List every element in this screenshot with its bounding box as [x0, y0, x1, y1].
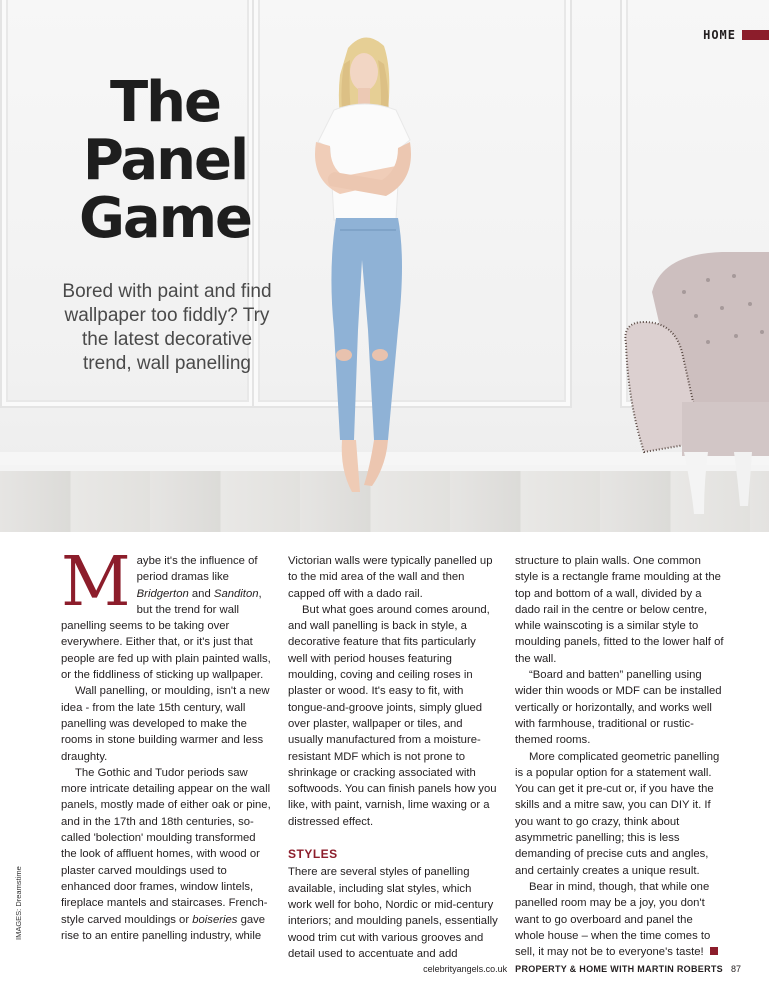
headline-line-1: The — [109, 70, 221, 135]
woman-figure-illustration — [300, 30, 430, 500]
end-of-article-icon — [710, 947, 718, 955]
paragraph: Bear in mind, though, that while one panelled room may be a joy, you don't want to go overboard and panel the whole house – when the time comes to sell, it may not be to everyone's taste! — [515, 879, 725, 960]
section-label: HOME — [703, 28, 736, 42]
tufted-armchair-illustration — [622, 252, 769, 524]
paragraph: The Gothic and Tudor periods saw more intricate detailing appear on the wall panels, mostly made of either oak or pine, and in the 17th and 18th centuries, so-called 'bolection' moulding transformed the look of affluent homes, with wood or plaster carved mouldings used to enhanced door frames, window lintels, fireplace mantels and staircases. French-style carved mouldings or boiseries gave rise to an entire panelling industry, while — [61, 766, 271, 942]
paragraph: “Board and batten” panelling using wider thin woods or MDF can be installed vertically or horizontally, and works well with farmhouse, traditional or rustic-themed rooms. — [515, 669, 722, 747]
section-tag — [703, 28, 769, 42]
section-accent-bar — [742, 30, 769, 40]
headline-line-2: Panel — [82, 128, 248, 193]
page-footer — [423, 964, 741, 974]
body-column-1 — [61, 543, 271, 944]
paragraph: Wall panelling, or moulding, isn't a new idea - from the late 15th century, wall panelling was developed to make the rooms in stone building warmer and less draughty. — [61, 685, 270, 763]
headline-line-3: Game — [78, 186, 252, 251]
paragraph: There are several styles of panelling available, including slat styles, which work well for boho, Nordic or mid-century interiors; and moulding panels, essentially wood trim cut with various grooves and detail used to accentuate and add — [288, 866, 498, 960]
standfirst: Bored with paint and find wallpaper too fiddly? Try the latest decorative trend, wall panelling — [62, 281, 272, 374]
paragraph: structure to plain walls. One common style is a rectangle frame moulding at the top and bottom of a wall, divided by a dado rail in the centre or below centre, while wainscoting is a similar style to moulding panels, fitted to the lower half of the wall. — [515, 555, 724, 665]
drop-cap: M — [61, 543, 131, 622]
image-credit: IMAGES: Dreamstime — [14, 866, 23, 940]
body-column-2 — [288, 553, 498, 962]
paragraph: Victorian walls were typically panelled up to the mid area of the wall and then capped off with a dado rail. — [288, 555, 493, 600]
page-number: 87 — [730, 964, 741, 974]
subheading-styles: STYLES — [288, 847, 338, 862]
headline — [60, 70, 270, 251]
paragraph: More complicated geometric panelling is a popular option for a statement wall. You can get it pre-cut or, if you have the skills and a mitre saw, you can DIY it. If you want to go crazy, think about asymmetric panelling; this is less demanding of precise cuts and angles, and certainly creates a unique result. — [515, 750, 720, 877]
body-column-3 — [515, 553, 725, 960]
footer-magazine-title: PROPERTY & HOME WITH MARTIN ROBERTS — [515, 964, 723, 974]
paragraph: But what goes around comes around, and wall panelling is back in style, a decorative feature that fits particularly well with period houses featuring moulding, coving and ceiling roses in plaster or wood. It's easy to fit, with tongue-and-groove joints, simply glued over plaster, wallpaper or tiles, and usually manufactured from a moisture-resistant MDF which is not prone to shrinkage or cracking associated with softwoods. You can finish panels how you like, with paint, varnish, lime waxing or a distressed effect. — [288, 603, 497, 828]
paragraph: Maybe it's the influence of period dramas like Bridgerton and Sanditon, but the trend for wall panelling seems to be taking over everywhere. Either that, or it's just that people are fed up with plain painted walls, or the fiddliness of sticking up wallpaper. — [61, 543, 271, 682]
footer-website: celebrityangels.co.uk — [423, 964, 508, 974]
